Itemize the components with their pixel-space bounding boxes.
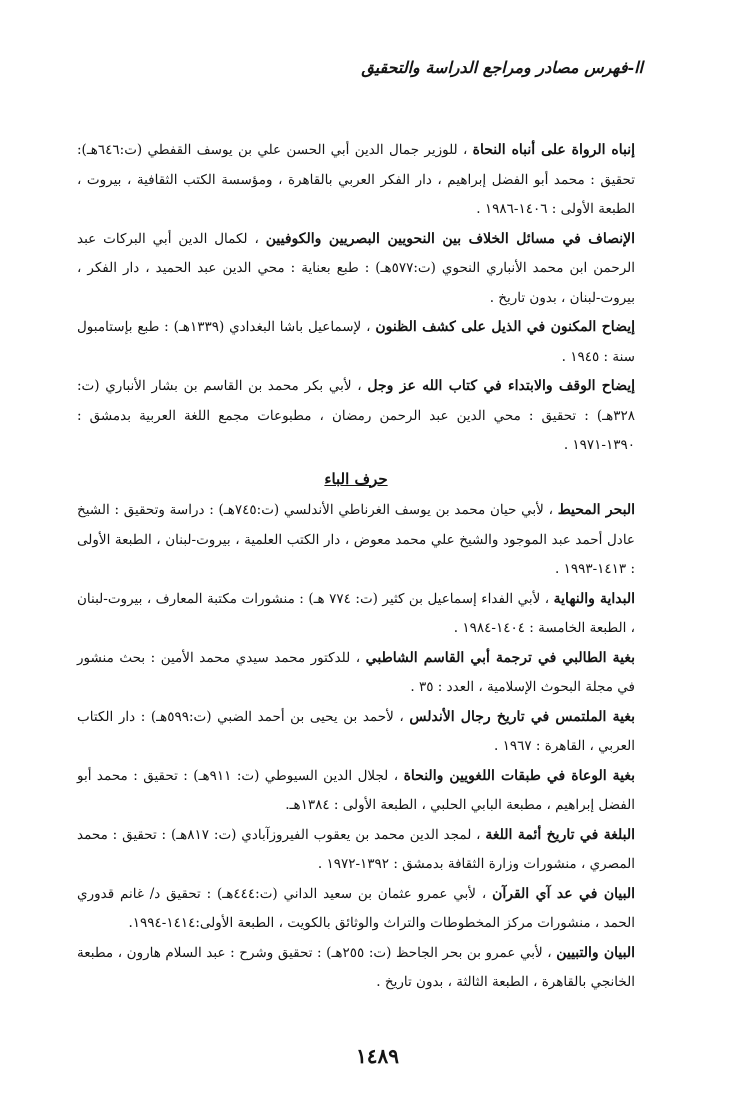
entry-title: البيان والتبيين bbox=[556, 944, 635, 961]
entry-title: الإنصاف في مسائل الخلاف بين النحويين البصريين والكوفيين bbox=[265, 230, 635, 247]
section-heading: حرف الباء bbox=[324, 469, 388, 488]
entry-text: ، للدكتور محمد سيدي محمد الأمين : بحث منشور في مجلة البحوث الإسلامية ، العدد : ٣٥ . bbox=[77, 649, 635, 695]
entry-text: ، لأبي عمرو عثمان بن سعيد الداني (ت:٤٤٤هـ) : تحقيق د/ غانم قدوري الحمد ، منشورات مركز المخطوطات والتراث والوثائق بالكويت ، الطبعة الأولى:١٤١٤-١٩٩٤. bbox=[77, 885, 635, 931]
bibliography-entry bbox=[77, 313, 635, 372]
bibliography-entry bbox=[77, 496, 635, 585]
entry-title: إيضاح الوقف والابتداء في كتاب الله عز وجل bbox=[367, 378, 636, 394]
entry-text: ، لأبي بكر محمد بن القاسم بن بشار الأنباري (ت: ٣٢٨هـ) : تحقيق : محي الدين عبد الرحمن رمضان ، مطبوعات مجمع اللغة العربية بدمشق : ١٣٩٠-١٩٧١ . bbox=[77, 378, 635, 453]
entry-text: ، لأبي عمرو بن بحر الجاحظ (ت: ٢٥٥هـ) : تحقيق وشرح : عبد السلام هارون ، مطبعة الخانجي بالقاهرة ، الطبعة الثالثة ، بدون تاريخ . bbox=[77, 944, 635, 990]
entry-text: ، لمجد الدين محمد بن يعقوب الفيروزآبادي (ت: ٨١٧هـ) : تحقيق : محمد المصري ، منشورات وزارة الثقافة بدمشق : ١٣٩٢-١٩٧٢ . bbox=[77, 826, 635, 872]
bibliography-entry bbox=[77, 372, 635, 461]
entry-text: ، لأحمد بن يحيى بن أحمد الضبي (ت:٥٩٩هـ) : دار الكتاب العربي ، القاهرة : ١٩٦٧ . bbox=[77, 708, 635, 754]
page-number: ١٤٨٩ bbox=[356, 1044, 399, 1068]
entry-text: ، لكمال الدين أبي البركات عبد الرحمن ابن محمد الأنباري النحوي (ت:٥٧٧هـ) : طبع بعناية : محي الدين عبد الحميد ، دار الفكر ، بيروت-لبنان ، بدون تاريخ . bbox=[77, 230, 636, 306]
entry-text: ، لإسماعيل باشا البغدادي (١٣٣٩هـ) : طبع بإستامبول سنة : ١٩٤٥ . bbox=[77, 319, 635, 365]
bibliography-entry bbox=[77, 703, 635, 762]
entry-title: البيان في عد آي القرآن bbox=[492, 885, 635, 902]
entry-title: إيضاح المكنون في الذيل على كشف الظنون bbox=[375, 319, 635, 335]
entry-text: ، لجلال الدين السيوطي (ت: ٩١١هـ) : تحقيق : محمد أبو الفضل إبراهيم ، مطبعة البابي الحلبي ، الطبعة الأولى : ١٣٨٤هـ. bbox=[77, 767, 635, 813]
bibliography-entry bbox=[77, 225, 635, 314]
entry-title: البلغة في تاريخ أئمة اللغة bbox=[485, 826, 635, 843]
entry-text: ، للوزير جمال الدين أبي الحسن علي بن يوسف القفطي (ت:٦٤٦هـ): تحقيق : محمد أبو الفضل إبراهيم ، دار الفكر العربي بالقاهرة ، ومؤسسة الكتب الثقافية ، بيروت ، الطبعة الأولى : ١٤٠٦-١٩٨٦ . bbox=[77, 142, 635, 217]
entry-title: إنباه الرواة على أنباه النحاة bbox=[472, 142, 635, 158]
bibliography-entry bbox=[77, 585, 635, 644]
page-header: اا-فهرس مصادر ومراجع الدراسة والتحقيق bbox=[361, 58, 643, 77]
bibliography-list bbox=[77, 136, 635, 998]
entry-title: البحر المحيط bbox=[557, 502, 635, 518]
bibliography-entry bbox=[77, 880, 635, 939]
entry-title: بغية الملتمس في تاريخ رجال الأندلس bbox=[409, 708, 636, 725]
bibliography-entry bbox=[77, 644, 635, 703]
bibliography-entry bbox=[77, 821, 635, 880]
entry-title: البداية والنهاية bbox=[553, 590, 636, 607]
entry-title: بغية الوعاة في طبقات اللغويين والنحاة bbox=[403, 767, 636, 784]
bibliography-entry bbox=[77, 939, 635, 998]
entry-text: ، لأبي الفداء إسماعيل بن كثير (ت: ٧٧٤ هـ) : منشورات مكتبة المعارف ، بيروت-لبنان ، الطبعة الخامسة : ١٤٠٤-١٩٨٤ . bbox=[77, 590, 635, 636]
entry-title: بغية الطالبي في ترجمة أبي القاسم الشاطبي bbox=[365, 649, 635, 666]
bibliography-entry bbox=[77, 136, 635, 225]
entry-text: ، لأبي حيان محمد بن يوسف الغرناطي الأندلسي (ت:٧٤٥هـ) : دراسة وتحقيق : الشيخ عادل أحمد عبد الموجود والشيخ علي محمد معوض ، دار الكتب العلمية ، بيروت-لبنان ، الطبعة الأولى : ١٤١٣-١٩٩٣ . bbox=[77, 502, 635, 577]
bibliography-entry bbox=[77, 762, 635, 821]
